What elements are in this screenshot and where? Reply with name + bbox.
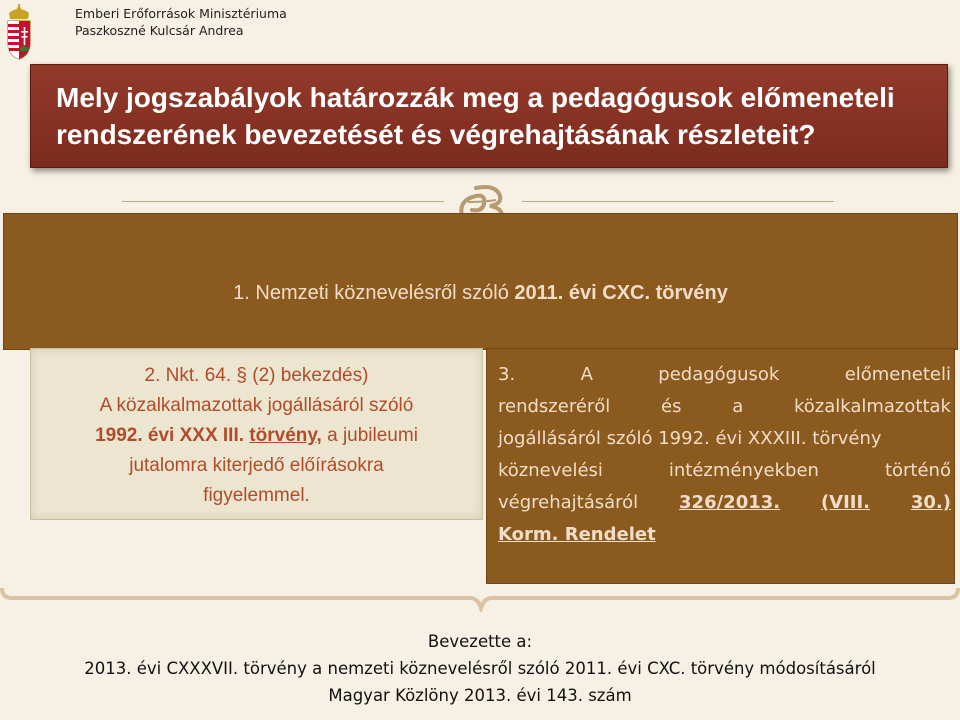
law-3-word: és: [661, 396, 682, 417]
law-3-word: köznevelési: [498, 460, 603, 481]
page-title: [31, 79, 895, 153]
law-3-word: 3.: [498, 364, 516, 385]
law-box-2: [30, 348, 483, 520]
title-banner: [30, 64, 948, 168]
law-3-word: intézményekben: [668, 460, 819, 481]
law-2-line-4: jutalomra kiterjedő előírásokra: [129, 455, 384, 476]
law-2-text: [31, 349, 482, 511]
author-name: Paszkoszné Kulcsár Andrea: [75, 23, 244, 38]
law-2-torveny: törvény,: [249, 425, 322, 446]
law-3-line-4: [498, 455, 951, 487]
law-2-line-2: A közalkalmazottak jogállásáról szóló: [99, 395, 414, 416]
gazette-reference: Magyar Közlöny 2013. évi 143. szám: [328, 686, 632, 705]
law-2-line-1: 2. Nkt. 64. § (2) bekezdés): [144, 365, 369, 386]
law-2-line-3: [31, 421, 482, 451]
law-3-line-3: jogállásáról szóló 1992. évi XXXIII. törvény: [498, 428, 882, 449]
law-3-word: előmeneteli: [844, 364, 951, 385]
law-3-line-1: [498, 359, 951, 391]
bracket-connector: [0, 584, 960, 612]
header-organization: [75, 5, 287, 39]
law-3-word: pedagógusok: [658, 364, 780, 385]
law-box-3: [486, 348, 955, 584]
law-2-line-5: figyelemmel.: [203, 485, 310, 506]
title-line-2: rendszerének bevezetését és végrehajtásának részleteit?: [56, 119, 816, 150]
law-3-word: a: [732, 396, 744, 417]
introduction-note: [0, 628, 960, 709]
law-3-word: történő: [884, 460, 951, 481]
hungarian-coat-of-arms-icon: [4, 3, 34, 61]
law-3-word: végrehajtásáról: [498, 492, 639, 513]
law-box-1: [3, 213, 958, 350]
title-line-1: Mely jogszabályok határozzák meg a pedagógusok előmeneteli: [56, 82, 895, 113]
law-2-line-3-rest: a jubileumi: [327, 425, 418, 446]
divider-line-right: [522, 201, 834, 202]
law-3-decree-number: 326/2013.: [679, 492, 781, 513]
law-1-prefix: 1. Nemzeti köznevelésről szóló: [233, 282, 509, 304]
law-3-text: [498, 359, 951, 551]
law-3-line-6: Korm. Rendelet: [498, 524, 656, 545]
law-3-word: közalkalmazottak: [793, 396, 951, 417]
law-1-text: [4, 282, 957, 305]
law-3-word: rendszeréről: [498, 396, 611, 417]
law-3-line-5: [498, 487, 951, 519]
law-3-word: A: [580, 364, 593, 385]
organization-name: Emberi Erőforrások Minisztériuma: [75, 6, 287, 21]
law-2-number: 1992. évi XXX III.: [95, 425, 245, 446]
amending-law: 2013. évi CXXXVII. törvény a nemzeti köznevelésről szóló 2011. évi CXC. törvény módosításáról: [84, 659, 876, 678]
introduced-by-label: Bevezette a:: [427, 632, 533, 651]
divider-line-left: [122, 201, 444, 202]
law-1-title: 2011. évi CXC. törvény: [514, 282, 728, 304]
law-3-decree-day: 30.): [910, 492, 951, 513]
law-3-line-2: [498, 391, 951, 423]
law-3-decree-date: (VIII.: [820, 492, 871, 513]
